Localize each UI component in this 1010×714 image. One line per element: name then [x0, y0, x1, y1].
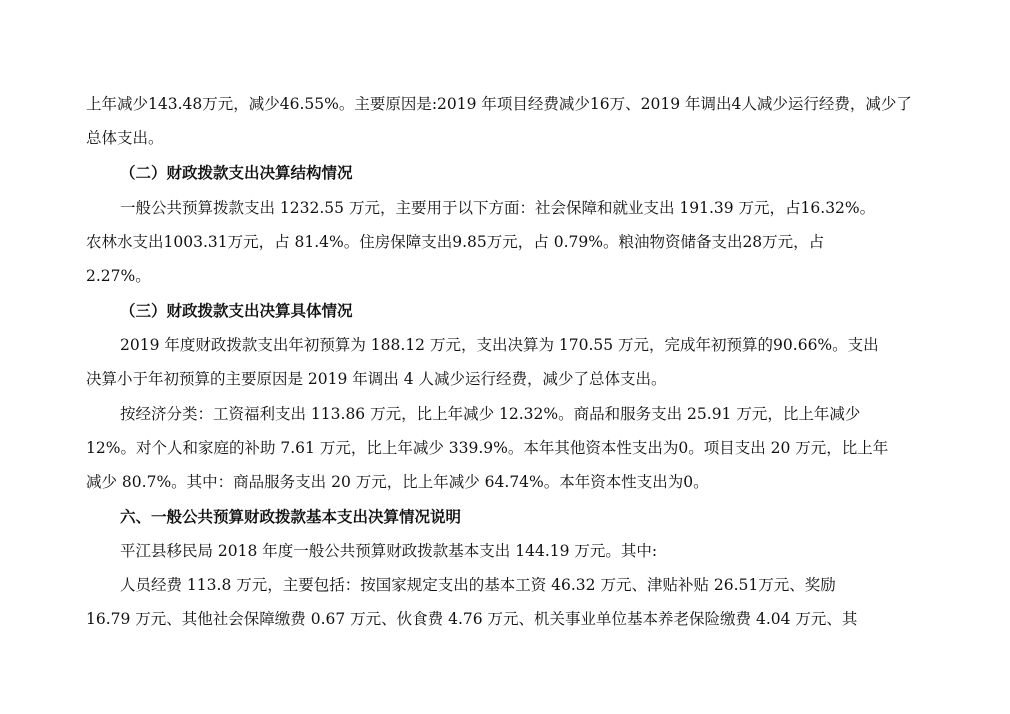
text-line: 减少 80.7%。其中：商品服务支出 20 万元，比上年减少 64.74%。本年资本性支出为0。: [86, 473, 709, 491]
text-line: 人员经费 113.8 万元，主要包括：按国家规定支出的基本工资 46.32 万元、津贴补贴 26.51万元、奖励: [120, 576, 836, 594]
text-line: 上年减少143.48万元，减少46.55%。主要原因是:2019 年项目经费减少16万、2019 年调出4人减少运行经费，减少了: [86, 95, 912, 113]
text-line: 一般公共预算拨款支出 1232.55 万元，主要用于以下方面：社会保障和就业支出 191.39 万元，占16.32%。: [120, 199, 876, 217]
text-line: 平江县移民局 2018 年度一般公共预算财政拨款基本支出 144.19 万元。其中:: [120, 542, 658, 560]
section-heading: 六、一般公共预算财政拨款基本支出决算情况说明: [120, 508, 462, 526]
text-line: 2.27%。: [86, 267, 151, 285]
section-heading: （三）财政拨款支出决算具体情况: [120, 302, 353, 320]
text-line: 12%。对个人和家庭的补助 7.61 万元，比上年减少 339.9%。本年其他资本性支出为0。项目支出 20 万元，比上年: [86, 439, 889, 457]
text-line: 2019 年度财政拨款支出年初预算为 188.12 万元，支出决算为 170.55 万元，完成年初预算的90.66%。支出: [120, 336, 879, 354]
text-line: 按经济分类：工资福利支出 113.86 万元，比上年减少 12.32%。商品和服务支出 25.91 万元，比上年减少: [120, 405, 861, 423]
text-line: 农林水支出1003.31万元，占 81.4%。住房保障支出9.85万元，占 0.79%。粮油物资储备支出28万元，占: [86, 233, 825, 251]
text-line: 决算小于年初预算的主要原因是 2019 年调出 4 人减少运行经费，减少了总体支出。: [86, 370, 667, 388]
text-line: 16.79 万元、其他社会保障缴费 0.67 万元、伙食费 4.76 万元、机关事业单位基本养老保险缴费 4.04 万元、其: [86, 610, 858, 628]
text-line: 总体支出。: [86, 129, 164, 147]
section-heading: （二）财政拨款支出决算结构情况: [120, 164, 353, 182]
